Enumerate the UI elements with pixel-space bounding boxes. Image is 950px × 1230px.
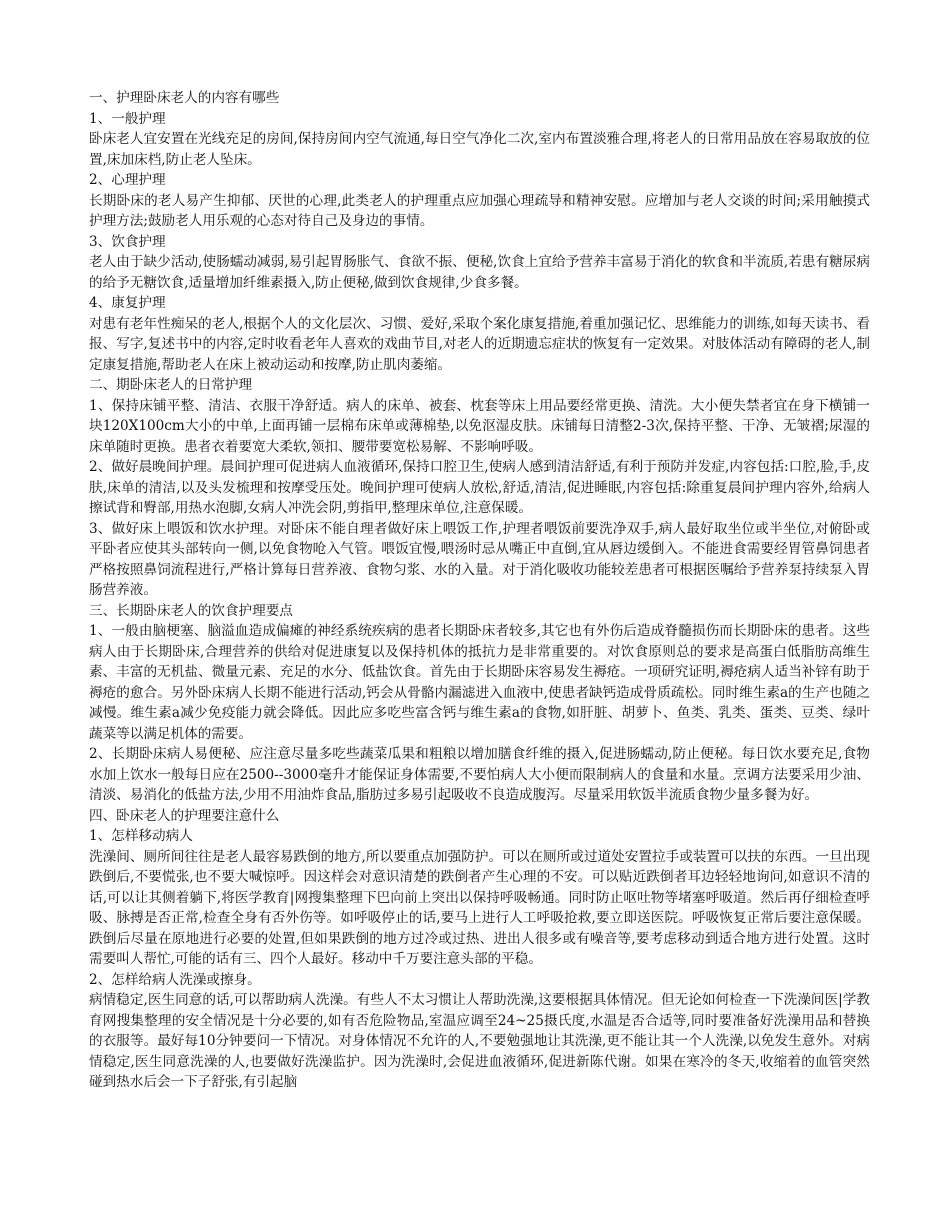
paragraph: 病情稳定,医生同意的话,可以帮助病人洗澡。有些人不太习惯让人帮助洗澡,这要根据具体情况。但无论如何检查一下洗澡间医|学教育网搜集整理的安全情况是十分必要的,如有否危险物品,室温应调至24~25摄氏度,水温是否合适等,同时要准备好洗澡用品和替换的衣服等。最好每10分钟要问一下情况。对身体情况不允许的人,不要勉强地让其洗澡,更不能让其一个人洗澡,以免发生意外。对病情稳定,医生同意洗澡的人,也要做好洗澡监护。因为洗澡时,会促进血液循环,促进新陈代谢。如果在寒冷的冬天,收缩着的血管突然碰到热水后会一下子舒张,有引起脑 [89,992,870,1090]
paragraph: 2、做好晨晚间护理。晨间护理可促进病人血液循环,保持口腔卫生,使病人感到清洁舒适,有利于预防并发症,内容包括:口腔,脸,手,皮肤,床单的清洁,以及头发梳理和按摩受压处。晚间护理可使病人放松,舒适,清洁,促进睡眠,内容包括:除重复晨间护理内容外,给病人擦试背和臀部,用热水泡脚,女病人冲洗会阴,剪指甲,整理床单位,注意保暖。 [89,459,870,516]
subheading-general-care: 1、一般护理 [89,110,166,127]
paragraph: 1、一般由脑梗塞、脑溢血造成偏瘫的神经系统疾病的患者长期卧床者较多,其它也有外伤后造成脊髓损伤而长期卧床的患者。这些病人由于长期卧床,合理营养的供给对促进康复以及保持机体的抵抗力是非常重要的。对饮食原则总的要求是高蛋白低脂肪高维生素、丰富的无机盐、微量元素、充足的水分、低盐饮食。首先由于长期卧床容易发生褥疮。一项研究证明,褥疮病人适当补锌有助于褥疮的愈合。另外卧床病人长期不能进行活动,钙会从骨骼内漏滤进入血液中,使患者缺钙造成骨质疏松。同时维生素a的生产也随之减慢。维生素a减少免疫能力就会降低。因此应多吃些富含钙与维生素a的食物,如肝脏、胡萝卜、鱼类、乳类、蛋类、豆类、绿叶蔬菜等以满足机体的需要。 [89,623,870,742]
paragraph: 长期卧床的老人易产生抑郁、厌世的心理,此类老人的护理重点应加强心理疏导和精神安慰。应增加与老人交谈的时间;采用触摸式护理方法;鼓励老人用乐观的心态对待自己及身边的事情。 [89,192,870,229]
paragraph: 3、做好床上喂饭和饮水护理。对卧床不能自理者做好床上喂饭工作,护理者喂饭前要洗净双手,病人最好取坐位或半坐位,对俯卧或平卧者应使其头部转向一侧,以免食物呛入气管。喂饭宜慢,喂汤时忌从嘴正中直倒,宜从唇边缓倒入。不能进食需要经胃管鼻饲患者严格按照鼻饲流程进行,严格计算每日营养液、食物匀浆、水的入量。对于消化吸收功能较差患者可根据医嘱给予营养泵持续泵入胃肠营养液。 [89,520,870,598]
subheading-bathing-patient: 2、怎样给病人洗澡或擦身。 [89,971,261,988]
paragraph: 卧床老人宜安置在光线充足的房间,保持房间内空气流通,每日空气净化二次,室内布置淡雅合理,将老人的日常用品放在容易取放的位置,床加床档,防止老人坠床。 [89,131,870,168]
paragraph: 老人由于缺少活动,使肠蠕动减弱,易引起胃肠胀气、食欲不振、便秘,饮食上宜给予营养丰富易于消化的软食和半流质,若患有糖尿病的给予无糖饮食,适量增加纤维素摄入,防止便秘,做到饮食规律,少食多餐。 [89,254,870,291]
section-heading-4: 四、卧床老人的护理要注意什么 [89,807,280,824]
paragraph: 1、保持床铺平整、清洁、衣服干净舒适。病人的床单、被套、枕套等床上用品要经常更换、清洗。大小便失禁者宜在身下横铺一块120X100cm大小的中单,上面再铺一层棉布床单或薄棉垫,以免沤湿皮肤。床铺每日清整2-3次,保持平整、干净、无皱褶;尿湿的床单随时更换。患者衣着要宽大柔软,领扣、腰带要宽松易解、不影响呼吸。 [89,397,870,455]
section-heading-3: 三、长期卧床老人的饮食护理要点 [89,602,293,619]
subheading-diet-care: 3、饮食护理 [89,233,166,250]
paragraph: 对患有老年性痴呆的老人,根据个人的文化层次、习惯、爱好,采取个案化康复措施,着重加强记忆、思维能力的训练,如每天读书、看报、写字,复述书中的内容,定时收看老年人喜欢的戏曲节目,对老人的近期遗忘症状的恢复有一定效果。对肢体活动有障碍的老人,制定康复措施,帮助老人在床上被动运动和按摩,防止肌肉萎缩。 [89,315,870,373]
subheading-psychological-care: 2、心理护理 [89,172,166,188]
section-heading-1: 一、护理卧床老人的内容有哪些 [89,90,280,106]
subheading-rehab-care: 4、康复护理 [89,295,166,311]
paragraph: 洗澡间、厕所间往往是老人最容易跌倒的地方,所以要重点加强防护。可以在厕所或过道处安置拉手或装置可以扶的东西。一旦出现跌倒后,不要慌张,也不要大喊惊呼。因这样会对意识清楚的跌倒者产生心理的不安。可以贴近跌倒者耳边轻轻地询问,如意识不清的话,可以让其侧着躺下,将医学教育|网搜集整理下巴向前上突出以保持呼吸畅通。同时防止呕吐物等堵塞呼吸道。然后再仔细检查呼吸、脉搏是否正常,检查全身有否外伤等。如呼吸停止的话,要马上进行人工呼吸抢救,要立即送医院。呼吸恢复正常后要注意保暖。跌倒后尽量在原地进行必要的处置,但如果跌倒的地方过冷或过热、进出人很多或有噪音等,要考虑移动到适合地方进行处置。这时需要叫人帮忙,可能的话有三、四个人最好。移动中千万要注意头部的平稳。 [89,848,870,967]
subheading-moving-patient: 1、怎样移动病人 [89,828,193,844]
paragraph: 2、长期卧床病人易便秘、应注意尽量多吃些蔬菜瓜果和粗粮以增加膳食纤维的摄入,促进肠蠕动,防止便秘。每日饮水要充足,食物水加上饮水一般每日应在2500--3000毫升才能保证身体需要,不要怕病人大小便而限制病人的食量和水量。烹调方法要采用少油、清淡、易消化的低盐方法,少用不用油炸食品,脂肪过多易引起吸收不良造成腹泻。尽量采用软饭半流质食物少量多餐为好。 [89,746,870,803]
section-heading-2: 二、期卧床老人的日常护理 [89,377,253,393]
